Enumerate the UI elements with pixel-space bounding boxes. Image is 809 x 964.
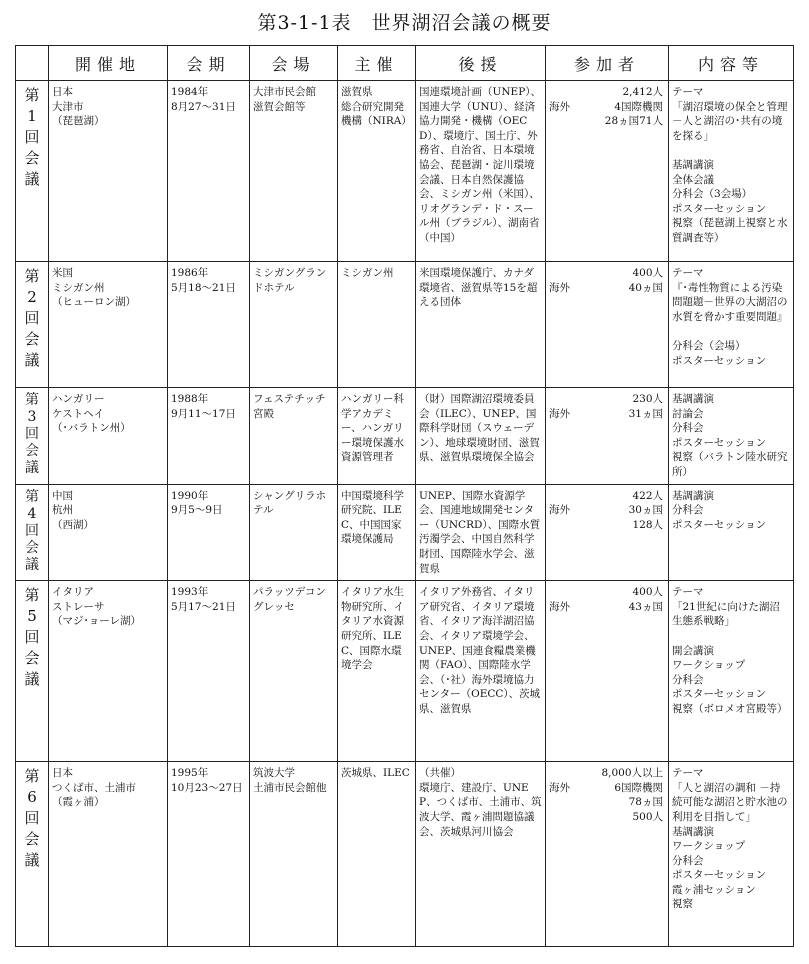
table-row — [16, 81, 794, 262]
table-row — [16, 581, 794, 762]
participants-cell — [546, 484, 669, 581]
lake-conference-table — [15, 45, 794, 947]
session-cell — [16, 762, 49, 947]
content-cell: 基調講演 分科会 ポスターセッション — [669, 484, 794, 581]
period-cell: 1995年 10月23～27日 — [168, 762, 250, 947]
location-cell: 日本 つくば市、土浦市 （霞ヶ浦） — [49, 762, 168, 947]
venue-cell: 筑波大学 土浦市民会館他 — [250, 762, 338, 947]
session-cell — [16, 484, 49, 581]
location-cell: 米国 ミシガン州 （ヒューロン湖） — [49, 262, 168, 388]
overseas-label: 海外 — [549, 781, 570, 794]
participants-values: 422人 30ヵ国 128人 — [628, 489, 663, 531]
host-cell: 茨城県、ILEC — [338, 762, 416, 947]
session-label: 第 2 回 会 議 — [24, 267, 40, 369]
table-title: 第3-1-1表 世界湖沼会議の概要 — [257, 12, 552, 34]
support-cell: （共催） 環境庁、建設庁、UNEP、つくば市、土浦市、筑波大学、霞ヶ浦問題協議会、茨城県河川協会 — [416, 762, 546, 947]
participants-cell — [546, 388, 669, 485]
period-cell: 1990年 9月5～9日 — [168, 484, 250, 581]
participants-cell — [546, 262, 669, 388]
session-cell — [16, 388, 49, 485]
host-cell: 中国環境科学研究院、ILEC、中国国家環境保護局 — [338, 484, 416, 581]
support-cell: （財）国際湖沼環境委員会（ILEC）、UNEP、国際科学財団（スウェーデン）、地球環境財団、滋賀県、滋賀県環境保全協会 — [416, 388, 546, 485]
participants-values: 400人 40ヵ国 — [628, 267, 663, 294]
session-cell — [16, 581, 49, 762]
period-cell: 1988年 9月11～17日 — [168, 388, 250, 485]
period-cell: 1984年 8月27～31日 — [168, 81, 250, 262]
header-host: 主催 — [338, 46, 416, 81]
period-cell: 1993年 5月17～21日 — [168, 581, 250, 762]
overseas-label: 海外 — [549, 600, 570, 613]
location-cell: 日本 大津市 （琵琶湖） — [49, 81, 168, 262]
session-label: 第 5 回 会 議 — [24, 586, 40, 689]
venue-cell: 大津市民会館 滋賀会館等 — [250, 81, 338, 262]
location-cell: 中国 杭州 （西湖） — [49, 484, 168, 581]
venue-cell: パラッツデコングレッセ — [250, 581, 338, 762]
participants-cell — [546, 581, 669, 762]
overseas-label: 海外 — [549, 407, 570, 420]
session-label: 第 6 回 会 議 — [24, 767, 40, 870]
host-cell: 滋賀県 総合研究開発 機構（NIRA） — [338, 81, 416, 262]
header-participants: 参加者 — [546, 46, 669, 81]
table-row — [16, 484, 794, 581]
overseas-label: 海外 — [549, 100, 570, 113]
header-venue: 会場 — [250, 46, 338, 81]
support-cell: UNEP、国際水資源学会、国連地域開発センター（UNCRD）、国際水質汚濁学会、中国自然科学財団、国際陸水学会、滋賀県 — [416, 484, 546, 581]
content-cell: テーマ 「人と湖沼の調和 －持続可能な湖沼と貯水池の利用を目指して」 基調講演 ワークショップ 分科会 ポスターセッション 霞ヶ浦セッション 視察 — [669, 762, 794, 947]
overseas-label: 海外 — [549, 281, 570, 294]
session-label: 第 4 回 会 議 — [25, 488, 39, 573]
participants-cell — [546, 81, 669, 262]
table-row — [16, 262, 794, 388]
session-label: 第 1 回 会 議 — [24, 86, 40, 188]
table-row — [16, 762, 794, 947]
session-label: 第 3 回 会 議 — [25, 392, 39, 476]
participants-values: 230人 31ヵ国 — [628, 393, 663, 420]
header-location: 開催地 — [49, 46, 168, 81]
participants-values: 400人 43ヵ国 — [628, 586, 663, 613]
location-cell: ハンガリー ケストヘイ （･バラトン州） — [49, 388, 168, 485]
session-cell — [16, 81, 49, 262]
host-cell: イタリア水生物研究所、イタリア水資源研究所、ILEC、国際水環境学会 — [338, 581, 416, 762]
content-cell: 基調講演 討論会 分科会 ポスターセッション 視察（バラトン陸水研究所） — [669, 388, 794, 485]
content-cell: テーマ 『･毒性物質による汚染問題題－世界の大湖沼の水質を脅かす重要問題』 分科会（会場） ポスターセッション — [669, 262, 794, 388]
host-cell: ハンガリー科学アカデミー、ハンガリー環境保護水資源管理者 — [338, 388, 416, 485]
header-content: 内容等 — [669, 46, 794, 81]
venue-cell: フェステチッチ宮殿 — [250, 388, 338, 485]
venue-cell: シャングリラホテル — [250, 484, 338, 581]
period-cell: 1986年 5月18～21日 — [168, 262, 250, 388]
session-cell — [16, 262, 49, 388]
table-row — [16, 388, 794, 485]
host-cell: ミシガン州 — [338, 262, 416, 388]
venue-cell: ミシガングランドホテル — [250, 262, 338, 388]
overseas-label: 海外 — [549, 504, 570, 517]
participants-values: 2,412人 4国際機関 28ヵ国71人 — [604, 86, 663, 128]
location-cell: イタリア ストレーサ （マジ･ョーレ湖） — [49, 581, 168, 762]
support-cell: 米国環境保護庁、カナダ環境省、滋賀県等15を超える団体 — [416, 262, 546, 388]
participants-cell — [546, 762, 669, 947]
content-cell: テーマ 「湖沼環境の保全と管理－人と湖沼の･共有の境を探る」 基調講演 全体会議 分科会（3会場） ポスターセッション 視察（琵琶湖上視察と水質調査等） — [669, 81, 794, 262]
header-row — [16, 46, 794, 81]
support-cell: 国連環境計画（UNEP）、国連大学（UNU）、経済協力開発・機構（OECD）、環境庁、国土庁、外務省、自治省、日本環境協会、琵琶湖・淀川環境会議、日本自然保護協会、ミシガン州（米国）、リオグランデ・ド・スール州（ブラジル）、湖南省（中国） — [416, 81, 546, 262]
header-support: 後援 — [416, 46, 546, 81]
support-cell: イタリア外務省、イタリア研究省、イタリア環境省、イタリア海洋湖沼協会、イタリア環境学会、UNEP、国連食糧農業機関（FAO）、国際陸水学会、（･社）海外環境協力センター（OECC）、茨城県、滋賀県 — [416, 581, 546, 762]
participants-values: 8,000人以上 6国際機関 78ヵ国 500人 — [601, 767, 663, 823]
header-session — [16, 46, 49, 81]
content-cell: テーマ 「21世紀に向けた湖沼生態系戦略」 開会講演 ワークショップ 分科会 ポスターセッション 視察（ボロメオ宮殿等） — [669, 581, 794, 762]
header-period: 会期 — [168, 46, 250, 81]
